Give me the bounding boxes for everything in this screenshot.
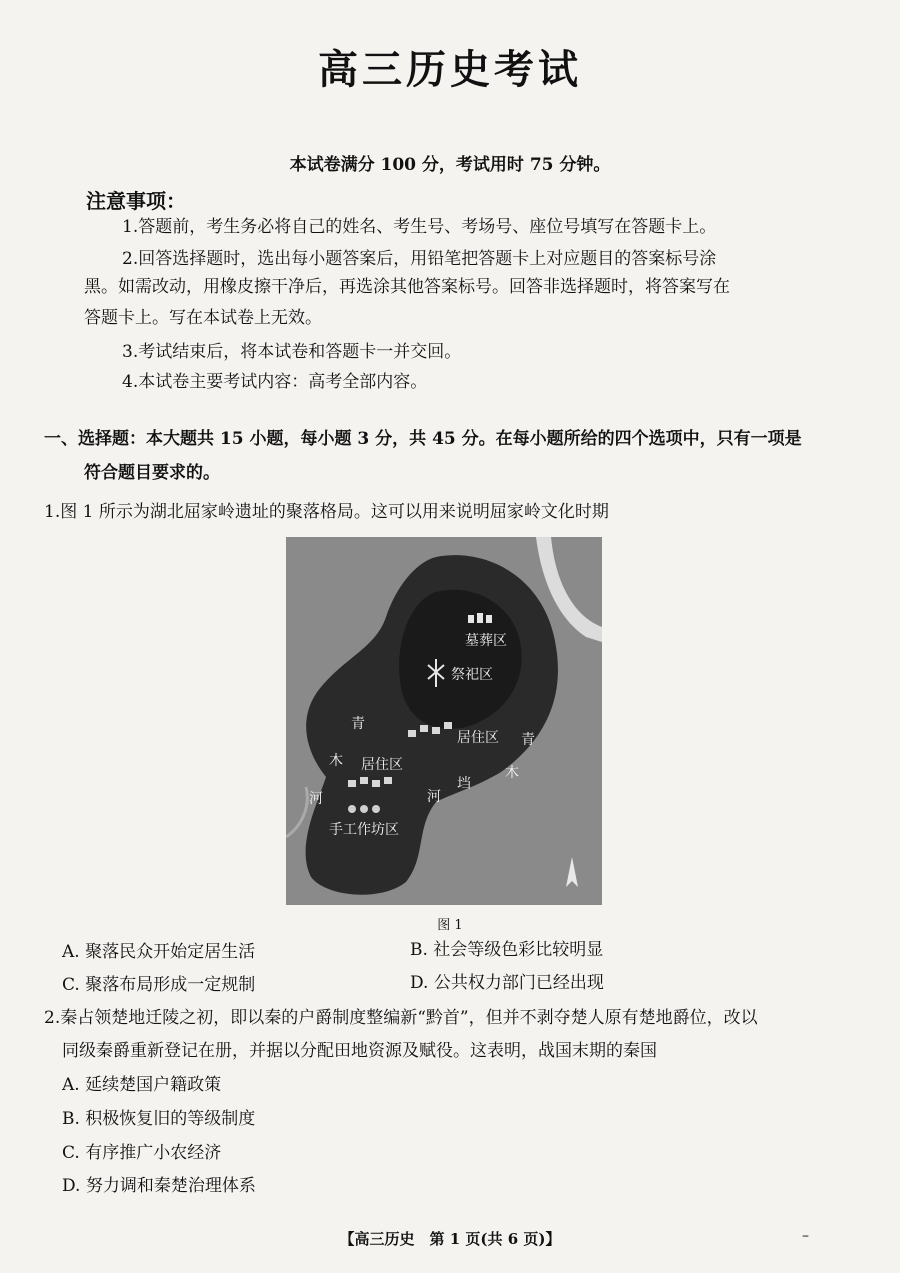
notice-line-3: 黑。如需改动，用橡皮擦干净后，再选涂其他答案标号。回答非选择题时，将答案写在 [84, 277, 730, 297]
notice-line-6: 4.本试卷主要考试内容：高考全部内容。 [122, 372, 428, 392]
map-label-river-m2: 河 [427, 789, 441, 805]
q2-option-d: D. 努力调和秦楚治理体系 [62, 1176, 256, 1196]
notice-line-2: 2.回答选择题时，选出每小题答案后，用铅笔把答题卡上对应题目的答案标号涂 [122, 249, 717, 269]
map-label-river-m1: 垱 [457, 776, 471, 792]
map-label-river-w3: 河 [309, 791, 323, 807]
q1-option-c: C. 聚落布局形成一定规制 [62, 975, 256, 995]
map-label-residence-west: 居住区 [361, 757, 403, 773]
page-footer: 【高三历史 第 1 页(共 6 页)】 [339, 1230, 561, 1248]
settlement-map [286, 537, 602, 905]
q1-option-b: B. 社会等级色彩比较明显 [410, 940, 604, 960]
map-label-workshop: 手工作坊区 [329, 822, 399, 838]
map-label-river-e2: 木 [505, 765, 519, 781]
workshop-icon [348, 805, 380, 813]
map-label-river-e1: 青 [521, 732, 535, 748]
question-2-stem: 2.秦占领楚地迁陵之初，即以秦的户爵制度整编新“黔首”，但并不剥夺楚人原有楚地爵位，改以 [44, 1008, 758, 1028]
map-label-river-w1: 青 [351, 716, 365, 732]
notice-heading: 注意事项： [86, 189, 186, 213]
map-label-ritual: 祭祀区 [451, 667, 493, 683]
corner-mark: – [802, 1228, 809, 1244]
q2-option-b: B. 积极恢复旧的等级制度 [62, 1109, 256, 1129]
map-label-river-w2: 木 [329, 753, 343, 769]
notice-line-1: 1.答题前，考生务必将自己的姓名、考生号、考场号、座位号填写在答题卡上。 [122, 217, 717, 237]
q2-option-c: C. 有序推广小农经济 [62, 1143, 222, 1163]
notice-line-5: 3.考试结束后，将本试卷和答题卡一并交回。 [122, 342, 462, 362]
notice-line-4: 答题卡上。写在本试卷上无效。 [84, 308, 322, 328]
section-heading: 一、选择题：本大题共 15 小题，每小题 3 分，共 45 分。在每小题所给的四个选项中，只有一项是 [44, 429, 802, 449]
figure-caption: 图 1 [437, 918, 463, 933]
map-label-burial: 墓葬区 [465, 633, 507, 649]
page-title: 高三历史考试 [318, 47, 582, 93]
exam-info: 本试卷满分 100 分，考试用时 75 分钟。 [289, 155, 611, 175]
question-2-stem-cont: 同级秦爵重新登记在册，并据以分配田地资源及赋役。这表明，战国末期的秦国 [62, 1041, 657, 1061]
q1-option-d: D. 公共权力部门已经出现 [410, 973, 604, 993]
q1-option-a: A. 聚落民众开始定居生活 [62, 942, 256, 962]
question-1-stem: 1.图 1 所示为湖北屈家岭遗址的聚落格局。这可以用来说明屈家岭文化时期 [44, 502, 609, 522]
map-label-residence-east: 居住区 [457, 730, 499, 746]
q2-option-a: A. 延续楚国户籍政策 [62, 1075, 222, 1095]
section-heading-cont: 符合题目要求的。 [84, 463, 220, 483]
